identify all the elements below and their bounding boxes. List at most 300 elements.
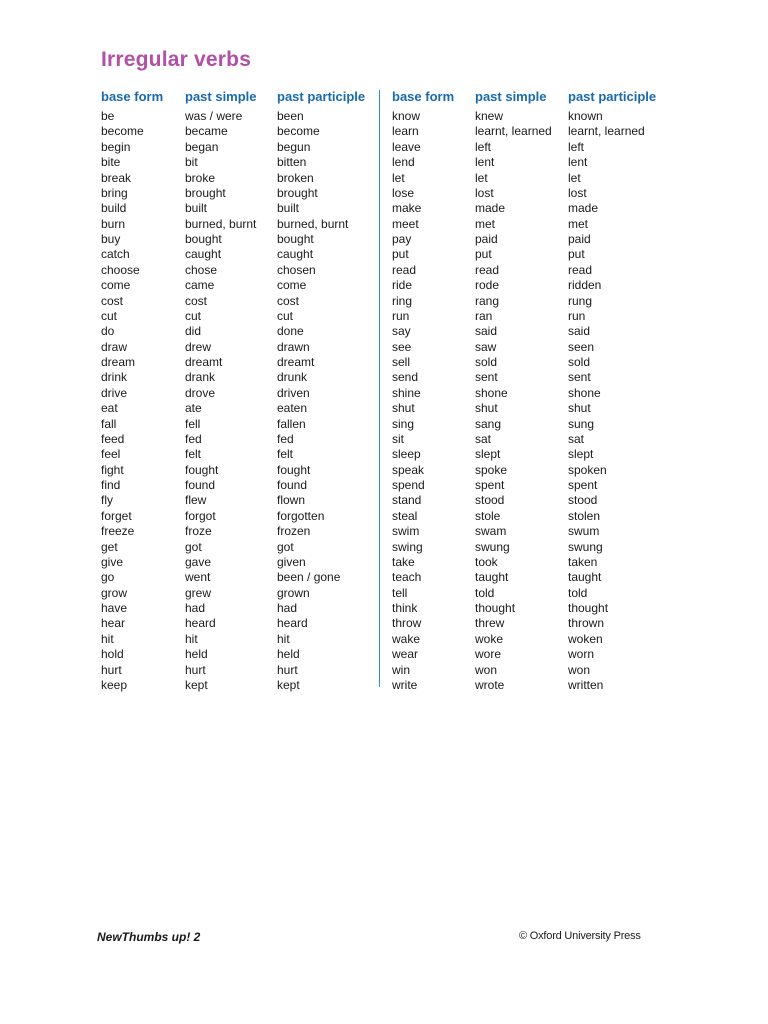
verb-row (392, 432, 692, 447)
cell-past-simple: ate (185, 401, 202, 416)
cell-base-form: get (101, 539, 118, 554)
verb-row (101, 570, 373, 585)
cell-past-simple: threw (475, 616, 505, 631)
cell-past-simple: chose (185, 262, 218, 277)
verb-row (392, 524, 692, 539)
cell-past-simple: came (185, 278, 215, 293)
cell-base-form: drive (101, 385, 128, 400)
cell-past-simple: rang (475, 293, 500, 308)
verb-row (101, 309, 373, 324)
cell-base-form: fall (101, 416, 117, 431)
verb-row (392, 493, 692, 508)
verb-row (392, 186, 692, 201)
cell-base-form: drink (101, 370, 128, 385)
cell-past-participle: stolen (568, 508, 601, 523)
column-divider (379, 90, 380, 687)
cell-base-form: cut (101, 308, 118, 323)
cell-past-simple: rode (475, 278, 500, 293)
cell-past-participle: driven (277, 385, 310, 400)
verb-row (101, 355, 373, 370)
cell-base-form: burn (101, 216, 126, 231)
cell-past-participle: worn (568, 647, 595, 662)
cell-past-simple: sold (475, 355, 498, 369)
verb-row (101, 586, 373, 601)
verb-row (392, 294, 692, 309)
cell-base-form: build (101, 201, 127, 216)
cell-base-form: lose (392, 185, 415, 200)
cell-past-participle: felt (277, 447, 294, 462)
cell-past-simple: knew (475, 109, 504, 123)
cell-base-form: say (392, 324, 411, 339)
verb-row (392, 401, 692, 416)
verb-row (392, 555, 692, 570)
cell-past-simple: fought (185, 462, 219, 477)
cell-past-simple: hit (185, 631, 198, 646)
cell-past-simple: broke (185, 170, 216, 185)
verb-row (392, 309, 692, 324)
cell-base-form: have (101, 601, 128, 615)
cell-past-participle: chosen (277, 262, 316, 277)
cell-past-simple: went (185, 570, 211, 585)
cell-past-simple: held (185, 647, 208, 662)
cell-base-form: hurt (101, 662, 122, 677)
cell-past-simple: woke (475, 631, 504, 646)
cell-past-simple: met (475, 216, 496, 231)
verb-row (392, 155, 692, 170)
verb-row (392, 509, 692, 524)
verb-row (101, 555, 373, 570)
verb-row (392, 171, 692, 186)
verb-row (392, 109, 692, 124)
cell-past-participle: burned, burnt (277, 216, 349, 231)
verb-row (101, 478, 373, 493)
verb-row (101, 509, 373, 524)
cell-base-form: draw (101, 339, 128, 354)
cell-past-participle: known (568, 109, 603, 123)
cell-past-simple: fed (185, 431, 202, 446)
cell-past-simple: burned, burnt (185, 216, 257, 231)
cell-past-simple: taught (475, 570, 509, 585)
cell-base-form: sit (392, 431, 404, 446)
verb-row (392, 355, 692, 370)
cell-past-participle: lent (568, 155, 588, 170)
cell-past-participle: given (277, 554, 306, 569)
cell-base-form: shut (392, 401, 415, 416)
cell-past-simple: kept (185, 677, 208, 692)
verb-row (392, 586, 692, 601)
cell-past-participle: drunk (277, 370, 308, 385)
cell-past-participle: hurt (277, 662, 298, 677)
header-past-simple: past simple (475, 89, 547, 104)
cell-past-participle: slept (568, 447, 594, 462)
cell-base-form: break (101, 170, 132, 185)
cell-base-form: feed (101, 431, 125, 446)
cell-past-simple: caught (185, 247, 222, 262)
verb-row (101, 524, 373, 539)
cell-past-participle: thought (568, 601, 609, 615)
cell-past-participle: caught (277, 247, 314, 262)
verb-row (101, 370, 373, 385)
verb-row (101, 632, 373, 647)
verb-row (392, 124, 692, 139)
cell-past-simple: read (475, 262, 500, 277)
verb-row (101, 155, 373, 170)
cell-past-participle: read (568, 262, 593, 277)
cell-past-participle: brought (277, 185, 318, 200)
cell-base-form: forget (101, 508, 132, 523)
cell-past-participle: taught (568, 570, 602, 585)
cell-past-participle: left (568, 139, 585, 154)
verb-row (101, 263, 373, 278)
cell-past-participle: spent (568, 478, 598, 492)
cell-past-participle: broken (277, 170, 314, 185)
cell-past-simple: left (475, 139, 492, 154)
cell-past-simple: took (475, 554, 498, 569)
cell-past-simple: found (185, 478, 216, 492)
cell-base-form: read (392, 262, 417, 277)
verb-row (392, 324, 692, 339)
cell-base-form: eat (101, 401, 118, 416)
cell-base-form: think (392, 601, 418, 615)
verb-row (101, 217, 373, 232)
page-title: Irregular verbs (101, 48, 252, 71)
header-base-form: base form (392, 89, 455, 104)
cell-past-simple: dreamt (185, 355, 223, 369)
cell-past-participle: come (277, 278, 307, 293)
verb-row (101, 232, 373, 247)
verb-row (392, 678, 692, 693)
cell-past-simple: gave (185, 554, 212, 569)
cell-past-participle: told (568, 585, 588, 600)
cell-past-participle: met (568, 216, 589, 231)
cell-base-form: take (392, 554, 415, 569)
cell-past-participle: fallen (277, 416, 306, 431)
cell-base-form: cost (101, 293, 124, 308)
cell-past-simple: told (475, 585, 495, 600)
header-row (392, 87, 692, 109)
cell-base-form: begin (101, 139, 131, 154)
cell-past-simple: made (475, 201, 506, 216)
cell-past-simple: swung (475, 539, 510, 554)
cell-past-simple: drank (185, 370, 216, 385)
header-past-simple: past simple (185, 89, 257, 104)
cell-past-simple: lost (475, 185, 494, 200)
cell-past-participle: fed (277, 431, 294, 446)
cell-base-form: choose (101, 262, 140, 277)
verb-row (101, 540, 373, 555)
cell-past-simple: won (475, 662, 498, 677)
verb-row (392, 616, 692, 631)
cell-base-form: know (392, 109, 421, 123)
verb-row (392, 447, 692, 462)
cell-past-simple: wore (475, 647, 502, 662)
verb-row (392, 570, 692, 585)
copyright: © Oxford University Press (519, 930, 641, 942)
cell-base-form: wear (392, 647, 419, 662)
cell-past-simple: began (185, 139, 219, 154)
verb-row (392, 632, 692, 647)
cell-base-form: find (101, 478, 121, 492)
cell-past-simple: got (185, 539, 202, 554)
cell-base-form: buy (101, 232, 121, 246)
cell-past-simple: stole (475, 508, 501, 523)
cell-past-participle: thrown (568, 616, 605, 631)
cell-base-form: swing (392, 539, 423, 554)
cell-past-simple: said (475, 324, 498, 339)
verb-row (392, 478, 692, 493)
cell-past-participle: begun (277, 139, 311, 154)
cell-past-participle: had (277, 601, 298, 615)
cell-base-form: ring (392, 293, 413, 308)
cell-base-form: spend (392, 478, 425, 492)
verb-row (392, 463, 692, 478)
cell-past-participle: built (277, 201, 300, 216)
cell-base-form: write (392, 677, 418, 692)
cell-base-form: win (392, 662, 411, 677)
cell-past-participle: done (277, 324, 304, 339)
header-past-participle: past participle (277, 89, 366, 104)
cell-past-simple: sang (475, 416, 502, 431)
cell-past-simple: felt (185, 447, 202, 462)
cell-past-participle: been / gone (277, 570, 341, 585)
cell-past-simple: let (475, 170, 488, 185)
cell-base-form: hold (101, 647, 124, 662)
cell-past-participle: forgotten (277, 508, 325, 523)
cell-past-simple: put (475, 247, 492, 262)
cell-past-simple: became (185, 124, 228, 139)
verb-row (101, 678, 373, 693)
verb-row (101, 247, 373, 262)
cell-past-participle: shone (568, 385, 601, 400)
cell-past-participle: swung (568, 539, 603, 554)
cell-past-participle: learnt, learned (568, 124, 645, 139)
cell-base-form: sing (392, 416, 415, 431)
cell-past-simple: sent (475, 370, 498, 385)
cell-past-participle: stood (568, 493, 598, 508)
verb-row (101, 447, 373, 462)
cell-past-simple: brought (185, 185, 226, 200)
cell-past-simple: hurt (185, 662, 206, 677)
cell-past-participle: made (568, 201, 599, 216)
cell-base-form: keep (101, 677, 128, 692)
verb-row (101, 417, 373, 432)
verb-row (101, 386, 373, 401)
cell-past-participle: said (568, 324, 591, 339)
cell-past-participle: become (277, 124, 320, 139)
cell-past-participle: hit (277, 631, 290, 646)
cell-past-simple: lent (475, 155, 495, 170)
cell-base-form: throw (392, 616, 422, 631)
cell-base-form: learn (392, 124, 419, 139)
cell-past-participle: swum (568, 524, 600, 539)
verb-row (392, 201, 692, 216)
verb-row (101, 186, 373, 201)
cell-base-form: dream (101, 355, 136, 369)
cell-past-simple: was / were (185, 109, 243, 123)
cell-past-simple: sat (475, 431, 492, 446)
cell-past-participle: been (277, 109, 304, 123)
cell-past-simple: ran (475, 308, 493, 323)
cell-past-simple: wrote (475, 677, 505, 692)
verb-row (392, 232, 692, 247)
cell-past-simple: shone (475, 385, 508, 400)
cell-base-form: stand (392, 493, 422, 508)
book-title: NewThumbs up! 2 (97, 930, 201, 944)
cell-past-participle: bought (277, 232, 314, 246)
cell-base-form: teach (392, 570, 422, 585)
verb-row (101, 324, 373, 339)
cell-past-participle: sat (568, 431, 585, 446)
cell-base-form: steal (392, 508, 418, 523)
cell-past-participle: bitten (277, 155, 307, 170)
verb-row (392, 386, 692, 401)
verb-row (101, 432, 373, 447)
cell-base-form: bite (101, 155, 121, 170)
verb-row (101, 201, 373, 216)
cell-base-form: grow (101, 585, 128, 600)
cell-past-participle: woken (568, 631, 603, 646)
cell-past-participle: cut (277, 308, 294, 323)
cell-past-participle: frozen (277, 524, 311, 539)
cell-past-simple: froze (185, 524, 212, 539)
cell-past-simple: flew (185, 493, 207, 508)
cell-base-form: run (392, 308, 410, 323)
cell-past-simple: had (185, 601, 206, 615)
cell-past-simple: swam (475, 524, 507, 539)
cell-past-participle: eaten (277, 401, 308, 416)
cell-past-participle: put (568, 247, 585, 262)
cell-past-simple: saw (475, 339, 497, 354)
cell-past-participle: sold (568, 355, 591, 369)
cell-base-form: catch (101, 247, 130, 262)
verb-row (392, 417, 692, 432)
cell-past-simple: thought (475, 601, 516, 615)
verb-row (101, 109, 373, 124)
cell-past-participle: cost (277, 293, 300, 308)
verb-row (101, 278, 373, 293)
cell-past-simple: drew (185, 339, 212, 354)
cell-base-form: become (101, 124, 144, 139)
verb-row (392, 601, 692, 616)
cell-base-form: hit (101, 631, 114, 646)
verb-row (101, 493, 373, 508)
cell-past-simple: forgot (185, 508, 216, 523)
cell-past-participle: drawn (277, 339, 310, 354)
cell-base-form: see (392, 339, 412, 354)
verb-row (392, 663, 692, 678)
cell-past-participle: grown (277, 585, 310, 600)
cell-past-participle: seen (568, 339, 595, 354)
cell-past-participle: sung (568, 416, 595, 431)
cell-past-participle: shut (568, 401, 591, 416)
cell-base-form: come (101, 278, 131, 293)
cell-base-form: put (392, 247, 409, 262)
verb-row (392, 370, 692, 385)
cell-past-participle: ridden (568, 278, 602, 293)
cell-base-form: fly (101, 493, 113, 508)
cell-base-form: sleep (392, 447, 421, 462)
verb-row (101, 647, 373, 662)
cell-past-participle: written (568, 677, 604, 692)
cell-past-participle: sent (568, 370, 591, 385)
verb-row (101, 616, 373, 631)
verb-row (392, 247, 692, 262)
verb-table-left (101, 87, 373, 693)
cell-past-participle: run (568, 308, 586, 323)
verb-row (392, 140, 692, 155)
cell-base-form: lend (392, 155, 415, 170)
verb-row (101, 340, 373, 355)
cell-base-form: bring (101, 185, 128, 200)
verb-row (101, 601, 373, 616)
cell-past-simple: bit (185, 155, 198, 170)
cell-base-form: swim (392, 524, 420, 539)
verb-row (101, 294, 373, 309)
cell-base-form: meet (392, 216, 419, 231)
cell-base-form: go (101, 570, 115, 585)
cell-past-participle: flown (277, 493, 306, 508)
cell-past-simple: grew (185, 585, 212, 600)
cell-past-simple: cost (185, 293, 208, 308)
verb-row (392, 540, 692, 555)
cell-past-participle: taken (568, 554, 598, 569)
verb-row (392, 278, 692, 293)
cell-past-simple: cut (185, 308, 202, 323)
verb-row (392, 263, 692, 278)
cell-past-simple: drove (185, 385, 216, 400)
cell-past-simple: bought (185, 232, 222, 246)
cell-past-simple: fell (185, 416, 201, 431)
cell-past-participle: dreamt (277, 355, 315, 369)
cell-base-form: ride (392, 278, 413, 293)
cell-base-form: pay (392, 232, 412, 246)
verb-row (392, 217, 692, 232)
cell-past-participle: found (277, 478, 308, 492)
cell-past-participle: held (277, 647, 300, 662)
cell-base-form: make (392, 201, 422, 216)
cell-base-form: give (101, 554, 124, 569)
cell-base-form: tell (392, 585, 408, 600)
verb-row (101, 124, 373, 139)
cell-past-participle: kept (277, 677, 300, 692)
cell-base-form: freeze (101, 524, 135, 539)
verb-row (101, 401, 373, 416)
verb-row (101, 463, 373, 478)
cell-past-participle: let (568, 170, 581, 185)
cell-past-simple: shut (475, 401, 498, 416)
cell-past-simple: built (185, 201, 208, 216)
cell-base-form: be (101, 109, 115, 123)
cell-past-participle: lost (568, 185, 587, 200)
cell-past-simple: heard (185, 616, 216, 631)
rows-left (101, 109, 373, 693)
cell-past-simple: stood (475, 493, 505, 508)
cell-past-participle: got (277, 539, 294, 554)
cell-base-form: send (392, 370, 419, 385)
cell-base-form: sell (392, 355, 411, 369)
cell-base-form: speak (392, 462, 425, 477)
cell-base-form: feel (101, 447, 121, 462)
cell-past-simple: learnt, learned (475, 124, 552, 139)
cell-past-participle: fought (277, 462, 311, 477)
cell-past-simple: paid (475, 232, 498, 246)
cell-base-form: wake (392, 631, 421, 646)
cell-past-participle: heard (277, 616, 308, 631)
verb-row (392, 647, 692, 662)
verb-table-right (392, 87, 692, 693)
header-row (101, 87, 373, 109)
cell-base-form: let (392, 170, 405, 185)
